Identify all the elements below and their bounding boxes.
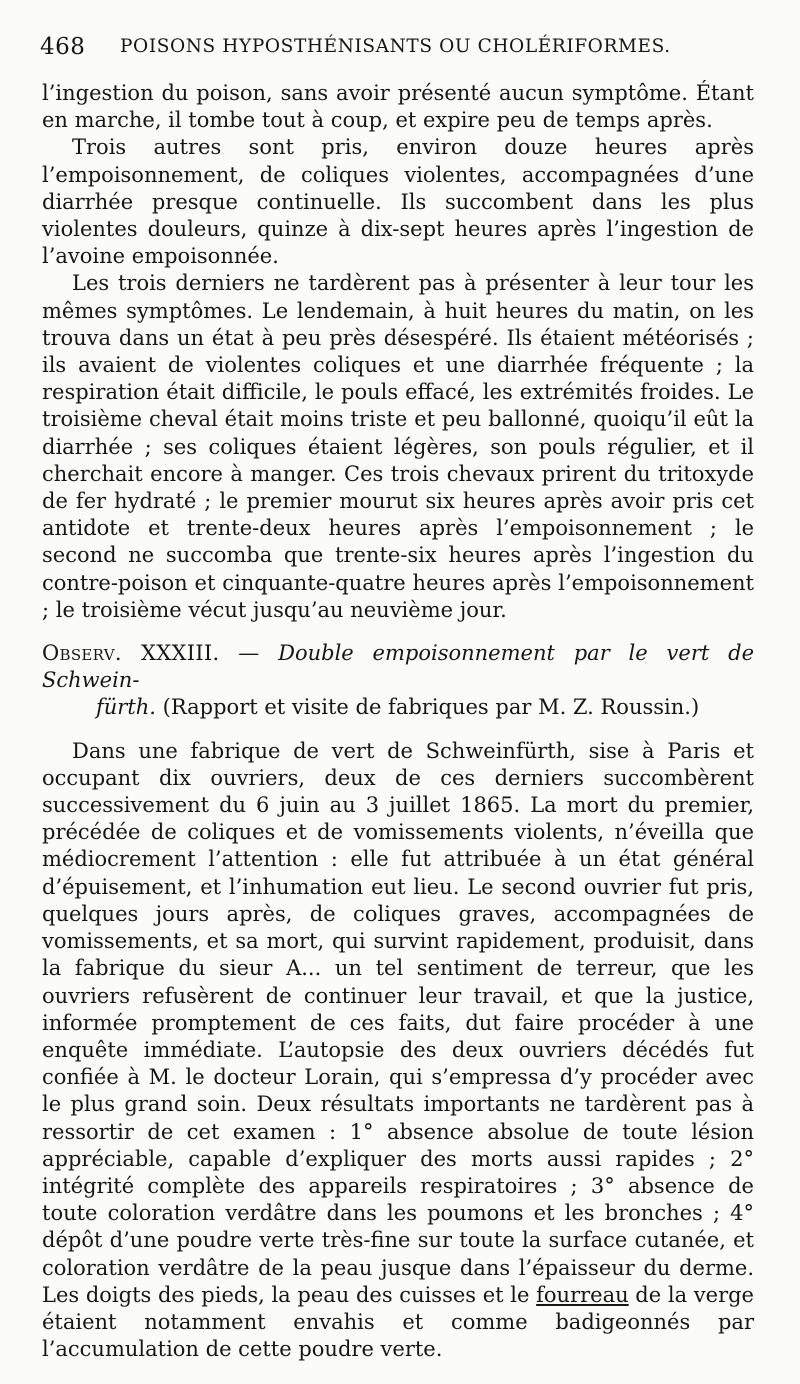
observation-heading: [42, 640, 754, 722]
paragraph-last-three-horses: Les trois derniers ne tardèrent pas à présenter à leur tour les mêmes symptômes. Le lendemain, à huit heures du matin, on les trouva dans un état à peu près désespéré. Ils étaient météorisés ; ils avaient de violentes coliques et une diarrhée fréquente ; la respiration était difficile, le pouls effacé, les extrémités froides. Le troisième cheval était moins triste et peu ballonné, quoiqu’il eût la diarrhée ; ses coliques étaient légères, son pouls régulier, et il cherchait encore à manger. Ces trois chevaux prirent du tritoxyde de fer hydraté ; le premier mourut six heures après avoir pris cet antidote et trente-deux heures après l’empoisonnement ; le second ne succomba que trente-six heures après l’ingestion du contre-poison et cinquante-quatre heures après l’empoisonnement ; le troisième vécut jusqu’au neuvième jour.: [42, 271, 754, 622]
case-text-main: Dans une fabrique de vert de Schweinfürth, sise à Paris et occupant dix ouvriers, deux de ces derniers succombèrent successivement du 6 juin au 3 juillet 1865. La mort du premier, précédée de coliques et de vomissements violents, n’éveilla que médiocrement l’attention : elle fut attribuée à un état général d’épuisement, et l’inhumation eut lieu. Le second ouvrier fut pris, quelques jours après, de coliques graves, accompagnées de vomissements, et sa mort, qui survint rapidement, produisit, dans la fabrique du sieur A... un tel sentiment de terreur, que les ouvriers refusèrent de continuer leur travail, et que la justice, informée promptement de ces faits, dut faire procéder à une enquête immédiate. L’autopsie des deux ouvriers décédés fut confiée à M. le docteur Lorain, qui s’empressa d’y procéder avec le plus grand soin. Deux résultats importants ne tardèrent pas à ressortir de cet examen : 1° absence absolue de toute lésion appréciable, capable d’expliquer des morts aussi rapides ; 2° intégrité complète des appareils respiratoires ; 3° absence de toute coloration verdâtre dans les poumons et les bronches ; 4° dépôt d’une poudre verte très-fine sur toute la surface cutanée, et coloration verdâtre de la peau jusque dans l’épaisseur du derme. Les doigts des pieds, la peau des cuisses et le: [42, 738, 754, 1307]
running-head: POISONS HYPOSTHÉNISANTS OU CHOLÉRIFORMES.: [120, 36, 671, 57]
observation-title-part1: Double empoisonnement par le vert de Schwein-: [42, 641, 754, 693]
page-number: 468: [40, 34, 86, 60]
observation-title-part2: fürth.: [96, 695, 156, 720]
underlined-word: fourreau: [536, 1282, 629, 1307]
observation-heading-second-line: [42, 694, 754, 721]
paragraph-case-description: [42, 738, 754, 1364]
page-header: [40, 34, 760, 68]
paragraph-three-horses: Trois autres sont pris, environ douze heures après l’empoisonnement, de coliques violentes, accompagnées d’une diarrhée presque continuelle. Ils succombent dans les plus violentes douleurs, quinze à dix-sept heures après l’ingestion de l’avoine empoisonnée.: [42, 135, 754, 269]
observation-dash: —: [219, 641, 279, 666]
page-body: [42, 80, 754, 1363]
observation-note: (Rapport et visite de fabriques par M. Z. Roussin.): [155, 695, 700, 720]
case-text-end: de la verge étaient notamment envahis et comme badigeonnés par l’accumulation de cette poudre verte.: [42, 1282, 754, 1362]
observation-label: Observ. XXXIII.: [42, 641, 220, 666]
paragraph-continuation: l’ingestion du poison, sans avoir présenté aucun symptôme. Étant en marche, il tombe tout à coup, et expire peu de temps après.: [42, 81, 754, 133]
